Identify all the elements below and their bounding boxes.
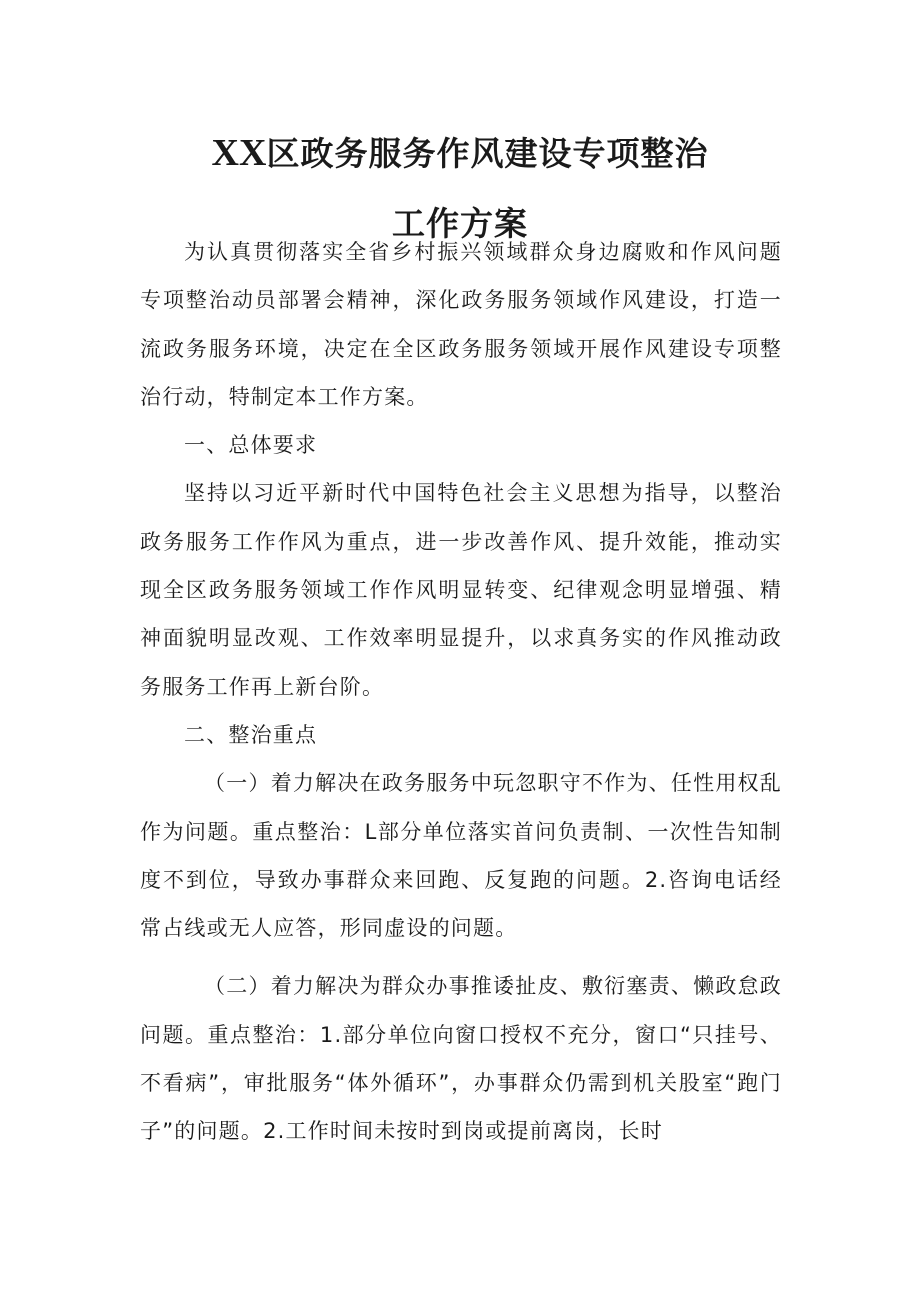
paragraph-gap: [140, 952, 782, 962]
general-requirements-paragraph: 坚持以习近平新时代中国特色社会主义思想为指导，以整治政务服务工作作风为重点，进一步改善作风、提升效能，推动实现全区政务服务领域工作作风明显转变、纪律观念明显增强、精神面貌明显改观、工作效率明显提升，以求真务实的作风推动政务服务工作再上新台阶。: [140, 481, 782, 699]
document-body: [140, 228, 782, 1156]
rectification-item-1: （一）着力解决在政务服务中玩忽职守不作为、任性用权乱作为问题。重点整治：L部分单位落实首问负责制、一次性告知制度不到位，导致办事群众来回跑、反复跑的问题。2.咨询电话经常占线或无人应答，形同虚设的问题。: [140, 771, 782, 941]
document-title-line-2: 工作方案: [392, 204, 528, 243]
title-prefix: XX: [211, 132, 267, 174]
section-heading-general-requirements: 一、总体要求: [184, 433, 318, 458]
section-heading-key-rectification: 二、整治重点: [184, 722, 318, 747]
title-main-text: 区政务服务作风建设专项整治: [266, 134, 709, 173]
intro-paragraph: 为认真贯彻落实全省乡村振兴领域群众身边腐败和作风问题专项整治动员部署会精神，深化政务服务领域作风建设，打造一流政务服务环境，决定在全区政务服务领域开展作风建设专项整治行动，特制定本工作方案。: [140, 240, 782, 409]
rectification-item-2: （二）着力解决为群众办事推诿扯皮、敷衍塞责、懒政怠政问题。重点整治：1.部分单位向窗口授权不充分，窗口“只挂号、不看病”，审批服务“体外循环”，办事群众仍需到机关股室“跑门子”的问题。2.工作时间未按时到岗或提前离岗，长时: [140, 974, 782, 1144]
document-title-line-1: [0, 134, 920, 172]
